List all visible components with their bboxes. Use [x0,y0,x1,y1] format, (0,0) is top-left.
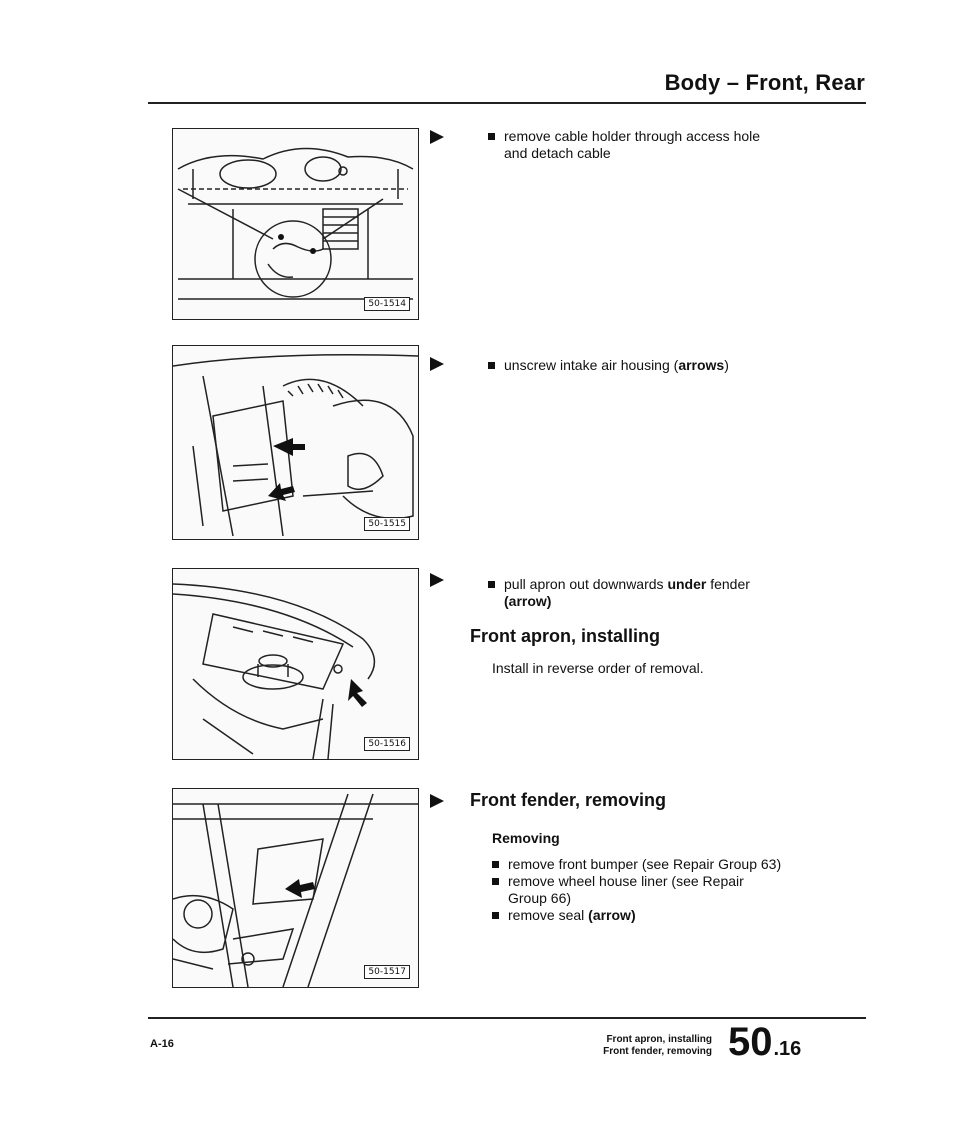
page-title: Body – Front, Rear [664,70,865,95]
footer-rule [148,1017,866,1019]
bullet-icon [488,133,495,140]
header-rule [148,102,866,104]
page-number-minor: .16 [773,1038,802,1060]
step-text: remove cable holder through access hole [504,128,761,144]
bullet-icon [492,861,499,868]
step-unscrew-intake [488,357,729,374]
subheading-removing: Removing [492,830,560,846]
bullet-icon [492,912,499,919]
page-number-major: 50 [728,1020,773,1064]
step-pull-apron [488,576,750,610]
fender-removing-steps [492,856,781,924]
footer-section-titles [603,1034,712,1058]
step-text-continued: (arrow) [504,593,552,609]
apron-installing-text: Install in reverse order of removal. [492,660,704,676]
step-text: remove front bumper (see Repair Group 63) [508,856,782,872]
bullet-icon [488,362,495,369]
section-heading-apron-installing: Front apron, installing [470,626,660,646]
figure-intake-housing [172,345,419,540]
bullet-icon [492,878,499,885]
figure-label: 50-1517 [364,965,410,979]
pointer-arrow-icon [430,130,444,144]
intake-housing-illustration [173,346,418,539]
bullet-icon [488,581,495,588]
figure-fender-seal [172,788,419,988]
step-text-continued: and detach cable [504,145,611,161]
fender-seal-illustration [173,789,418,987]
step-text: unscrew intake air housing (arrows) [504,357,729,373]
pointer-arrow-icon [430,357,444,371]
step-text: pull apron out downwards under fender [504,576,750,592]
step-text: remove seal (arrow) [508,907,636,923]
footer-page-code: A-16 [150,1038,174,1050]
footer-title-line: Front apron, installing [606,1034,712,1045]
pointer-arrow-icon [430,573,444,587]
figure-label: 50-1514 [364,297,410,311]
apron-pull-illustration [173,569,418,759]
figure-apron-pull [172,568,419,760]
figure-label: 50-1516 [364,737,410,751]
step-remove-cable-holder [488,128,760,162]
figure-label: 50-1515 [364,517,410,531]
section-heading-fender-removing: Front fender, removing [470,790,667,810]
figure-cable-holder [172,128,419,320]
cable-holder-illustration [173,129,418,319]
footer-title-line: Front fender, removing [603,1046,712,1057]
step-text: remove wheel house liner (see Repair [508,873,744,889]
pointer-arrow-icon [430,794,444,808]
step-text-continued: Group 66) [508,890,572,906]
page-number [728,1020,801,1071]
